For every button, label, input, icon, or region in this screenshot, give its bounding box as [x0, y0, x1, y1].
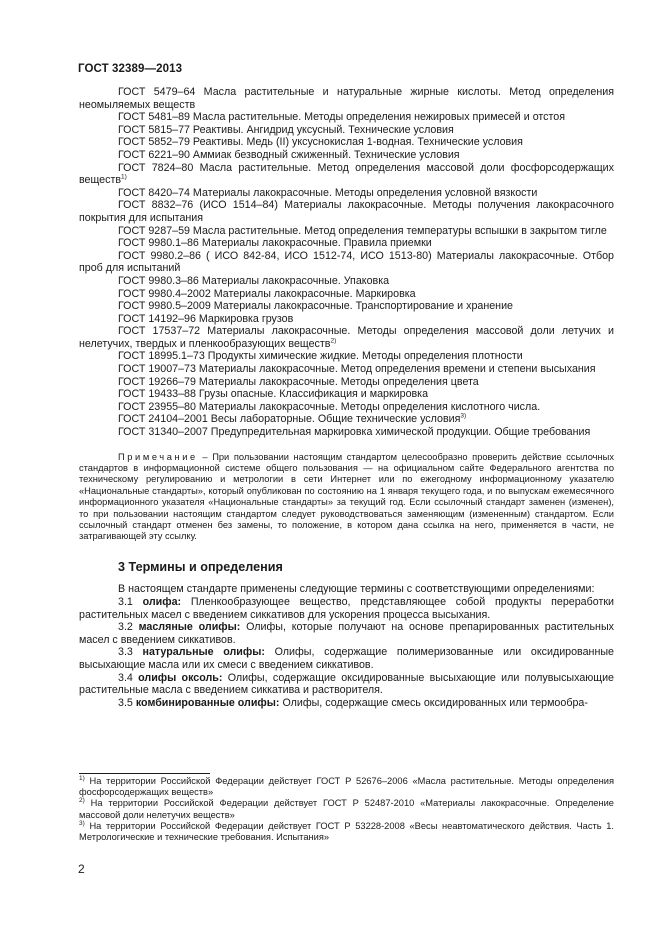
- reference-item: ГОСТ 19266–79 Материалы лакокрасочные. Методы определения цвета: [118, 375, 479, 388]
- term-definition: 3.2 масляные олифы: Олифы, которые получают на основе препарированных растительных масел с введением сиккативов.: [79, 621, 614, 646]
- term-name: масляные олифы:: [138, 621, 241, 634]
- footnote-divider: [79, 773, 210, 774]
- reference-item: ГОСТ 6221–90 Аммиак безводный сжиженный. Технические условия: [118, 148, 460, 161]
- note-label: Примечание: [118, 451, 198, 462]
- reference-item: ГОСТ 9980.1–86 Материалы лакокрасочные. Правила приемки: [118, 237, 432, 250]
- reference-item: ГОСТ 5479–64 Масла растительные и натуральные жирные кислоты. Метод определения неомыляемых веществ: [79, 86, 614, 111]
- section-title: 3 Термины и определения: [118, 559, 283, 574]
- footnote-item: $^{1)}$ На территории Российской Федерации действует ГОСТ Р 52676–2006 «Масла растительные. Методы определения фосфорсодержащих веществ»: [79, 774, 614, 798]
- footnote-item: $^{2)}$ На территории Российской Федерации действует ГОСТ Р 52487-2010 «Материалы лакокрасочные. Определение массовой доли нелетучих веществ»: [79, 797, 614, 820]
- term-name: олифы оксоль:: [138, 671, 223, 684]
- reference-item: ГОСТ 19007–73 Материалы лакокрасочные. Метод определения времени и степени высыхания: [118, 363, 596, 376]
- reference-item: ГОСТ 5481–89 Масла растительные. Методы определения нежировых примесей и отстоя: [118, 111, 566, 124]
- reference-item: ГОСТ 23955–80 Материалы лакокрасочные. Методы определения кислотного числа.: [118, 400, 541, 413]
- term-definition: 3.4 олифы оксоль: Олифы, содержащие оксидированные высыхающие или полувысыхающие растительные масла с введением сиккатива и растворителя.: [79, 671, 614, 697]
- section-intro: В настоящем стандарте применены следующие термины с соответствующими определениями:: [118, 583, 595, 596]
- footnote-ref-mark: 2): [330, 337, 337, 345]
- document-header: ГОСТ 32389—2013: [78, 63, 183, 75]
- reference-item: ГОСТ 7824–80 Масла растительные. Метод определения массовой доли фосфорсодержащих веществ$^{1)}$: [79, 161, 614, 187]
- reference-item: ГОСТ 8832–76 (ИСО 1514–84) Материалы лакокрасочные. Методы получения лакокрасочного покрытия для испытания: [79, 199, 614, 224]
- term-definition: 3.5 комбинированные олифы: Олифы, содержащие смесь оксидированных или термообра-: [118, 696, 588, 709]
- reference-item: ГОСТ 17537–72 Материалы лакокрасочные. Методы определения массовой доли летучих и нелетучих, твердых и пленкообразующих веществ$^{2)}$: [79, 325, 614, 350]
- footnote-ref-mark: 3): [460, 412, 467, 420]
- term-name: комбинированные олифы:: [135, 696, 280, 709]
- reference-item: ГОСТ 18995.1–73 Продукты химические жидкие. Методы определения плотности: [118, 350, 523, 363]
- note-text: – При пользовании настоящим стандартом целесообразно проверить действие ссылочных стандартов в информационной системе общего пользования — на официальном сайте Федерального агентства по техническому регулированию и метрологии в сети Интернет или по ежегодному информационному указателю «Национальные стандарты», который опубликован по состоянию на 1 января текущего года, и по выпускам ежемесячного информационного указателя «Национальные стандарты» за текущий год. Если ссылочный стандарт заменен (изменен), то при пользовании настоящим стандартом следует руководствоваться заменяющим (измененным) стандартом. Если ссылочный стандарт отменен без замены, то положение, в котором дана ссылка на него, применяется в части, не затрагивающей эту ссылку.: [79, 451, 614, 542]
- reference-item: ГОСТ 8420–74 Материалы лакокрасочные. Методы определения условной вязкости: [118, 186, 538, 199]
- reference-item: ГОСТ 24104–2001 Весы лабораторные. Общие технические условия$^{3)}$: [118, 412, 467, 426]
- reference-item: ГОСТ 9980.2–86 ( ИСО 842-84, ИСО 1512-74, ИСО 1513-80) Материалы лакокрасочные. Отбор проб для испытаний: [79, 249, 614, 275]
- note-paragraph: [79, 452, 614, 543]
- reference-item: ГОСТ 19433–88 Грузы опасные. Классификация и маркировка: [118, 388, 429, 401]
- reference-item: ГОСТ 9980.5–2009 Материалы лакокрасочные. Транспортирование и хранение: [118, 300, 513, 313]
- reference-item: ГОСТ 31340–2007 Предупредительная маркировка химической продукции. Общие требования: [118, 426, 591, 439]
- references-list: [79, 86, 614, 439]
- footnote-item: $^{3)}$ На территории Российской Федерации действует ГОСТ Р 53228-2008 «Весы неавтоматического действия. Часть 1. Метрологические и технические требования. Испытания»: [79, 819, 614, 843]
- page-number: 2: [78, 862, 85, 876]
- footnote-ref-mark: 1): [121, 173, 127, 181]
- reference-item: ГОСТ 5852–79 Реактивы. Медь (II) уксуснокислая 1-водная. Технические условия: [118, 136, 523, 149]
- reference-item: ГОСТ 5815–77 Реактивы. Ангидрид уксусный. Технические условия: [118, 123, 454, 136]
- reference-item: ГОСТ 9980.4–2002 Материалы лакокрасочные. Маркировка: [118, 287, 416, 300]
- footnotes: [79, 776, 614, 843]
- reference-item: ГОСТ 9287–59 Масла растительные. Метод определения температуры вспышки в закрытом тигле: [118, 224, 607, 237]
- term-definition: 3.1 олифа: Пленкообразующее вещество, представляющее собой продукты переработки растительных масел с введением сиккативов для ускорения процесса высыхания.: [79, 596, 614, 621]
- term-definition: 3.3 натуральные олифы: Олифы, содержащие полимеризованные или оксидированные высыхающие масла или их смеси с введением сиккативов.: [79, 646, 614, 672]
- term-name: олифа:: [142, 596, 182, 609]
- reference-item: ГОСТ 14192–96 Маркировка грузов: [118, 312, 294, 325]
- reference-item: ГОСТ 9980.3–86 Материалы лакокрасочные. Упаковка: [118, 274, 390, 287]
- term-name: натуральные олифы:: [142, 646, 265, 659]
- document-body: [79, 86, 614, 709]
